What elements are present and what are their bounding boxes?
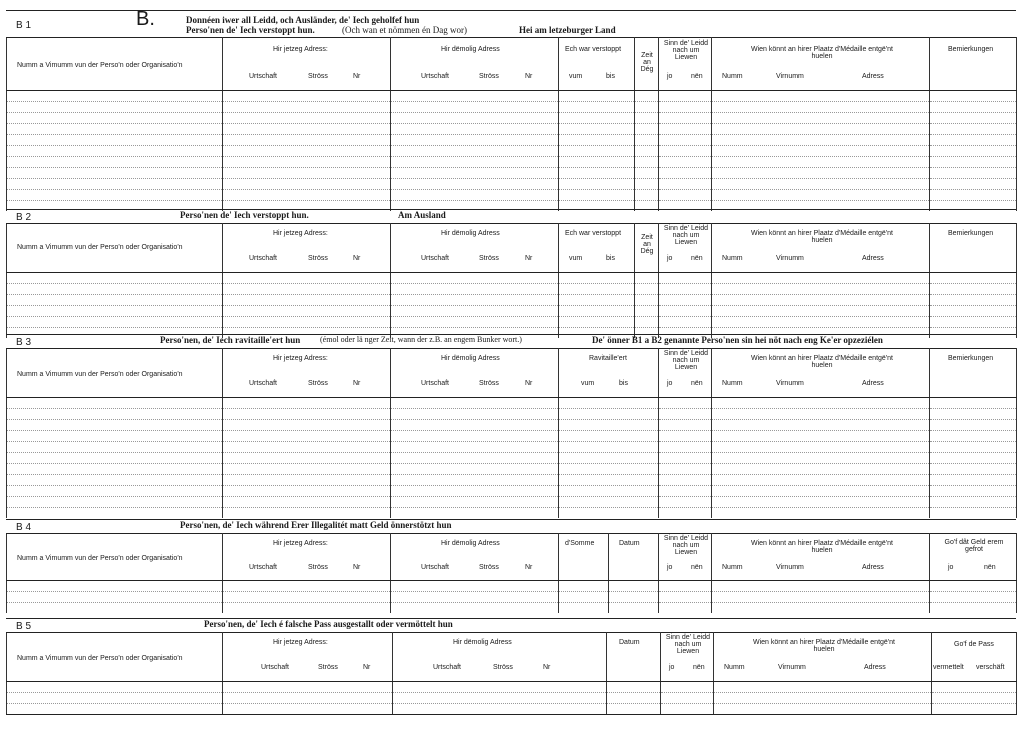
sub-jo: jo [948, 564, 954, 571]
sub-bis: bis [606, 255, 615, 262]
sub-urschaft: Urtschaft [249, 73, 278, 80]
sub-jo: jo [667, 255, 673, 262]
sub-nr: Nr [525, 380, 533, 387]
sub-bis: bis [606, 73, 615, 80]
sub-nen: nën [691, 73, 703, 80]
col-sinn: Sinn de' Leidd nach um Liewen [665, 634, 711, 655]
sub-urschaft: Urtschaft [421, 255, 450, 262]
sub-nr: Nr [525, 73, 533, 80]
table-b4 [6, 533, 1017, 613]
sub-vum: vum [569, 255, 583, 262]
col-addr-now: Hir dëmolig Adress [441, 540, 500, 547]
sub-nen: nën [984, 564, 996, 571]
col-ravit: Ravitaille'ert [589, 355, 627, 362]
table-b2 [6, 223, 1017, 338]
section-code: B 1 [16, 20, 32, 31]
col-zeit: Zeit an Dég [640, 52, 654, 73]
sub-adress: Adress [862, 564, 884, 571]
section-title: Perso'nen, de' Iech ravitaille'ert hun [160, 335, 301, 345]
col-addr-now: Hir dëmolig Adress [441, 46, 500, 53]
sub-stross: Ströss [308, 255, 328, 262]
section-title-extra: Am Ausland [398, 210, 446, 220]
table-b5 [6, 632, 1017, 715]
col-addr-now: Hir dëmolig Adress [441, 355, 500, 362]
col-hidden: Ech war verstoppt [565, 46, 622, 53]
section-code: B 4 [16, 522, 32, 533]
section-title-note: (émol oder lä nger Zeit, wann der z.B. an engem Bunker wort.) [320, 335, 522, 344]
col-somme: d'Somme [565, 540, 595, 547]
sub-urschaft: Urtschaft [421, 73, 450, 80]
col-datum: Datum [619, 639, 640, 646]
sub-nr: Nr [525, 255, 533, 262]
sub-numm: Numm [724, 664, 745, 671]
sub-jo: jo [667, 380, 673, 387]
sub-stross: Ströss [308, 380, 328, 387]
col-sinn: Sinn de' Leidd nach um Liewen [663, 225, 709, 246]
section-b1 [6, 10, 1016, 208]
sub-nr: Nr [353, 73, 361, 80]
section-title: Perso'nen, de' Iech é falsche Pass ausgestallt oder vermöttelt hun [204, 619, 453, 629]
sub-virnumm: Virnumm [776, 380, 804, 387]
section-title: Perso'nen, de' Iech während Erer Illegalitét matt Geld önnerstötzt hun [180, 520, 452, 530]
section-b3 [6, 334, 1016, 518]
table-b3 [6, 348, 1017, 518]
sub-nen: nën [691, 564, 703, 571]
col-medal: Wien könnt an hirer Plaatz d'Médaille entgë'nt huelen [751, 355, 893, 369]
col-remarks: Bemierkungen [948, 46, 994, 53]
section-code: B 2 [16, 212, 32, 223]
section-title-line1: Donnéen iwer all Leidd, och Ausländer, de' Iech geholfef hun [186, 15, 420, 25]
sub-nr: Nr [363, 664, 371, 671]
col-hidden: Ech war verstoppt [565, 230, 622, 237]
col-addr-then: Hir jetzeg Adress: [273, 639, 328, 646]
section-b5 [6, 618, 1016, 718]
sub-stross: Ströss [479, 255, 499, 262]
sub-numm: Numm [722, 255, 743, 262]
col-sinn: Sinn de' Leidd nach um Liewen [663, 40, 709, 61]
col-medal: Wien könnt an hirer Plaatz d'Médaille entgë'nt huelen [751, 46, 893, 60]
sub-urschaft: Urtschaft [421, 564, 450, 571]
table-b1 [6, 37, 1017, 211]
sub-adress: Adress [864, 664, 886, 671]
sub-stross: Ströss [479, 380, 499, 387]
sub-virnumm: Virnumm [776, 73, 804, 80]
sub-numm: Numm [722, 564, 743, 571]
sub-urschaft: Urtschaft [249, 255, 278, 262]
sub-urschaft: Urtschaft [261, 664, 290, 671]
col-addr-now: Hir dëmolig Adress [441, 230, 500, 237]
sub-stross: Ströss [308, 73, 328, 80]
col-addr-then: Hir jetzeg Adress: [273, 540, 328, 547]
col-remarks: Bemierkungen [948, 355, 994, 362]
col-addr-then: Hir jetzeg Adress: [273, 46, 328, 53]
sub-nen: nën [691, 255, 703, 262]
col-addr-then: Hir jetzeg Adress: [273, 355, 328, 362]
section-title-line2: Perso'nen de' Iech verstoppt hun. [186, 25, 315, 35]
sub-stross: Ströss [479, 564, 499, 571]
sub-stross: Ströss [493, 664, 513, 671]
sub-urschaft: Urtschaft [249, 380, 278, 387]
sub-urschaft: Urtschaft [433, 664, 462, 671]
sub-stross: Ströss [318, 664, 338, 671]
col-sinn: Sinn de' Leidd nach um Liewen [663, 535, 709, 556]
col-addr-now: Hir dëmolig Adress [453, 639, 512, 646]
sub-adress: Adress [862, 73, 884, 80]
sub-vum: vum [581, 380, 595, 387]
section-code: B 3 [16, 337, 32, 348]
sub-jo: jo [669, 664, 675, 671]
col-medal: Wien könnt an hirer Plaatz d'Médaille entgë'nt huelen [753, 639, 895, 653]
section-code: B 5 [16, 621, 32, 632]
section-title-extra: De' önner B1 a B2 genannte Perso'nen sin hei nöt nach eng Ke'er opzeziélen [592, 335, 883, 345]
section-b4 [6, 519, 1016, 617]
col-person: Numm a Vimumm vun der Perso'n oder Organisatio'n [17, 244, 183, 251]
col-person: Numm a Vimumm vun der Perso'n oder Organisatio'n [17, 62, 183, 69]
sub-numm: Numm [722, 380, 743, 387]
sub-nr: Nr [353, 564, 361, 571]
sub-nr: Nr [525, 564, 533, 571]
sub-virnumm: Virnumm [776, 255, 804, 262]
sub-nr: Nr [543, 664, 551, 671]
section-title-extra: Hei am letzeburger Land [519, 25, 616, 35]
sub-adress: Adress [862, 380, 884, 387]
sub-urschaft: Urtschaft [421, 380, 450, 387]
sub-bis: bis [619, 380, 628, 387]
sub-numm: Numm [722, 73, 743, 80]
col-remarks: Bemierkungen [948, 230, 994, 237]
section-title: Perso'nen de' Iech verstoppt hun. [180, 210, 309, 220]
col-pass: Go'f de Pass [954, 641, 994, 648]
form-letter: B. [136, 8, 155, 30]
col-datum: Datum [619, 540, 640, 547]
col-person: Numm a Vimumm vun der Perso'n oder Organisatio'n [17, 555, 183, 562]
sub-virnumm: Virnumm [776, 564, 804, 571]
col-sinn: Sinn de' Leidd nach um Liewen [663, 350, 709, 371]
sub-nen: nën [691, 380, 703, 387]
sub-vermettelt: vermettelt [933, 664, 964, 671]
section-b2 [6, 209, 1016, 333]
col-person: Numm a Vimumm vun der Perso'n oder Organisatio'n [17, 371, 183, 378]
col-medal: Wien könnt an hirer Plaatz d'Médaille entgë'nt huelen [751, 230, 893, 244]
col-addr-then: Hir jetzeg Adress: [273, 230, 328, 237]
col-zeit: Zeit an Dég [640, 234, 654, 255]
sub-jo: jo [667, 73, 673, 80]
form-page [6, 10, 1016, 718]
sub-verschaft: verschäft [976, 664, 1005, 671]
sub-vum: vum [569, 73, 583, 80]
sub-stross: Ströss [308, 564, 328, 571]
col-medal: Wien könnt an hirer Plaatz d'Médaille entgë'nt huelen [751, 540, 893, 554]
sub-nr: Nr [353, 255, 361, 262]
sub-virnumm: Virnumm [778, 664, 806, 671]
sub-stross: Ströss [479, 73, 499, 80]
col-person: Numm a Vimumm vun der Perso'n oder Organisatio'n [17, 655, 183, 662]
sub-nen: nën [693, 664, 705, 671]
col-money-back: Go'f dât Geld erem gefrot [944, 539, 1004, 553]
sub-nr: Nr [353, 380, 361, 387]
section-title-note: (Och wan et nömmen én Dag wor) [342, 25, 467, 35]
sub-jo: jo [667, 564, 673, 571]
sub-adress: Adress [862, 255, 884, 262]
sub-urschaft: Urtschaft [249, 564, 278, 571]
